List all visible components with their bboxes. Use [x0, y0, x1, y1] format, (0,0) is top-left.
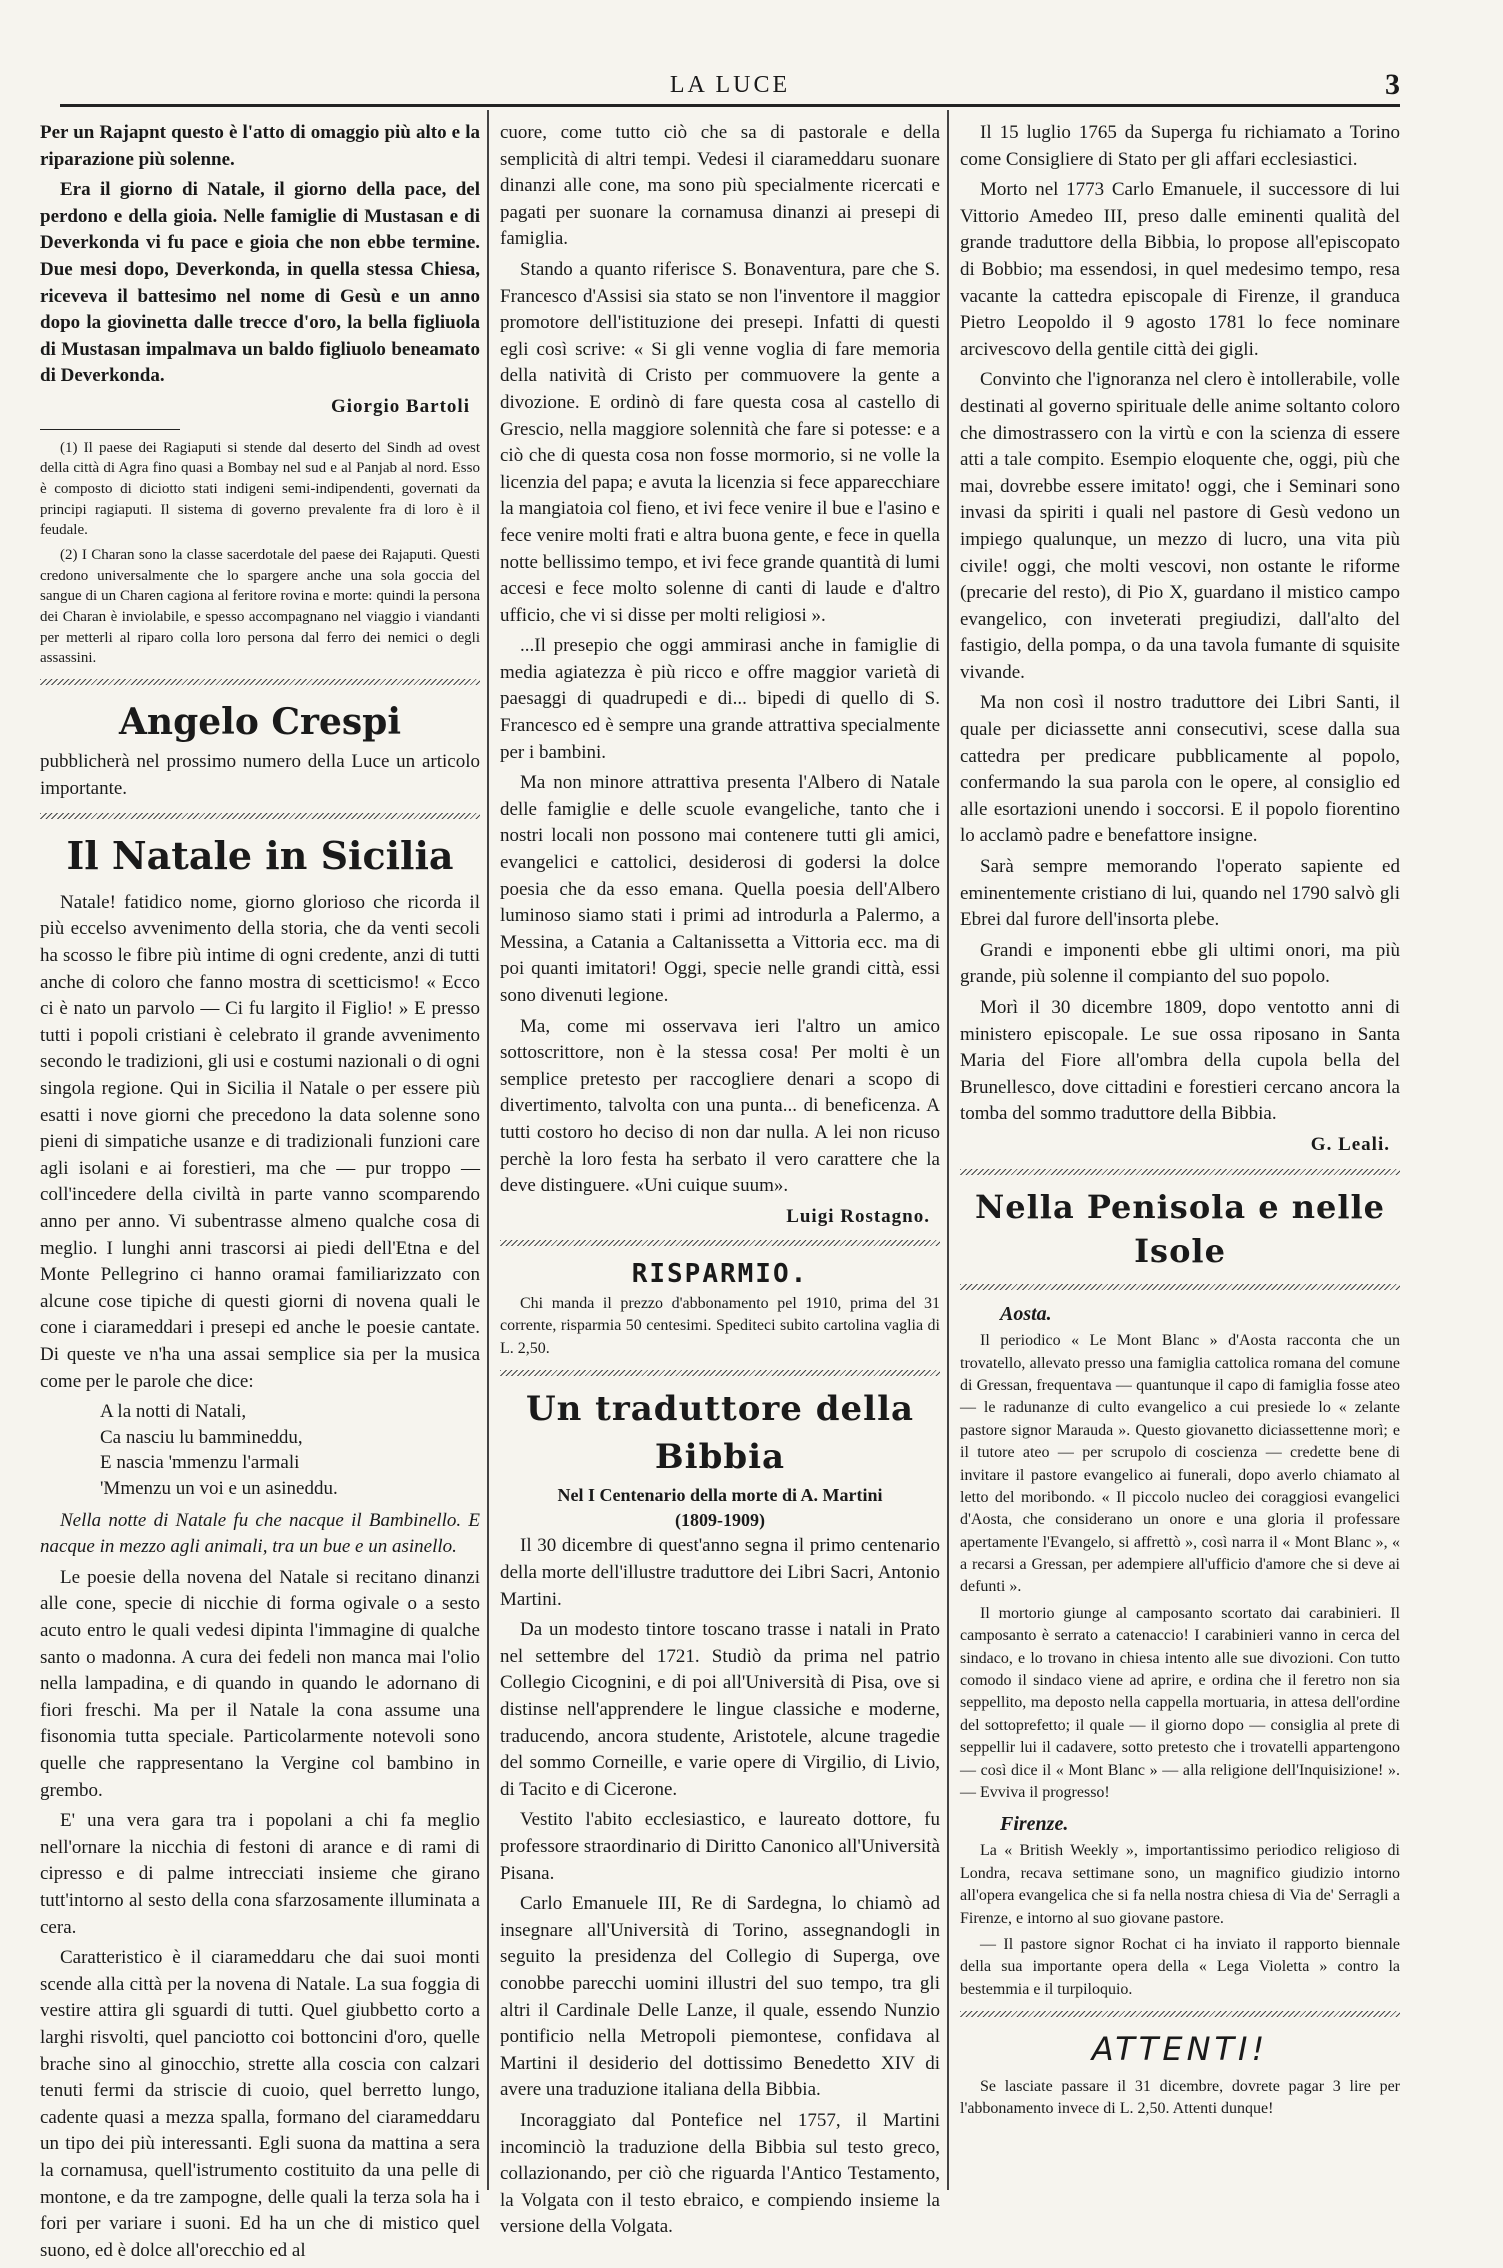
- section-title-penisola: Nella Penisola e nelle Isole: [975, 1187, 1385, 1271]
- author-signature: Giorgio Bartoli: [330, 395, 470, 417]
- poem-line: E nascia 'mmenzu l'armali: [100, 1452, 300, 1474]
- news-paragraph: La « British Weekly », importantissimo periodico religioso di Londra, recava settimane sono, un magnifico giudizio intorno all'opera evangelica che si fa nella nostra chiesa di Via de' Serragli a Firenze, e intorno al suo giovane pastore.: [960, 1842, 1400, 1927]
- author-signature: G. Leali.: [1310, 1133, 1390, 1155]
- article-paragraph: Il 15 luglio 1765 da Superga fu richiamato a Torino come Consigliere di Stato per gli affari ecclesiastici.: [960, 122, 1400, 170]
- news-paragraph: Il mortorio giunge al camposanto scortato dai carabinieri. Il camposanto è serrato a catenaccio! I carabinieri vanno in cerca del sindaco, e lo trovano in chiesa intento alle sue divozioni. Con tutto comodo il sindaco viene ad aprire, e ordina che il feretro non sia seppellito, ma deposto nella cappella mortuaria, in attesa dell'ordine del sottoprefetto; il quale — il giorno dopo — consiglia al prete di seppellir lui il cadavere, sotto pretesto che i trovatelli appartengono — così dice il « Mont Blanc » — alla religione dell'Inquisizione! ». — Evviva il progresso!: [960, 1604, 1400, 1801]
- header-rule: [60, 104, 1400, 107]
- poem-line: 'Mmenzu un voi e un asineddu.: [100, 1478, 338, 1500]
- article-dates: (1809-1909): [675, 1510, 765, 1531]
- footnote-rule: [40, 429, 180, 430]
- article-paragraph: Morì il 30 dicembre 1809, dopo ventotto anni di ministero episcopale. Le sue ossa riposano in Santa Maria del Fiore all'ombra della cupola bella del Brunellesco, dove cittadini e forestieri cercano ancora la tomba del sommo traduttore della Bibbia.: [960, 997, 1400, 1125]
- article-paragraph: Ma, come mi osservava ieri l'altro un amico sottoscrittore, non è la stessa cosa! Per molti è un semplice pretesto per raccogliere denari a scopo di divertimento, talvolta con una punta... di beneficenza. A tutti costoro ho deciso di non dar nulla. A lei non ricuso perchè la loro festa ha serbato il vero carattere che la deve distinguere. «Uni cuique suum».: [500, 1015, 940, 1197]
- article-paragraph: Le poesie della novena del Natale si recitano dinanzi alle cone, specie di nicchie di forma ogivale o a sesto acuto entro le quali vedesi dipinta l'immagine di qualche santo o madonna. A cura dei fedeli non manca mai l'olio nella lampadina, e di quando in quando le adornano di fiori freschi. Ma per il Natale la cona assume una fisonomia tutta speciale. Particolarmente notevoli sono quelle che rappresentano la Vergine col bambino in grembo.: [40, 1566, 480, 1801]
- crespi-heading: Angelo Crespi: [118, 701, 402, 744]
- article-subtitle: Nel I Centenario della morte di A. Martini: [557, 1485, 883, 1506]
- article-title-natale: Il Natale in Sicilia: [66, 832, 454, 878]
- article-paragraph: cuore, come tutto ciò che sa di pastorale e della semplicità di altri tempi. Vedesi il ciarameddaru suonare dinanzi alle cone, ma sono più specialmente ricercati e pagati per suonare la cornamusa dinanzi ai presepi di famiglia.: [500, 122, 940, 250]
- dialect-poem: [100, 1399, 480, 1502]
- column-2: [500, 120, 940, 2245]
- footnote: (1) Il paese dei Ragiaputi si stende dal deserto del Sindh ad ovest della città di Agra fino quasi a Bombay nel sud e al Panjab al nord. Esso è composto di diciotto stati indigeni semi-indipendenti, governati da principi ragiaputi. Il sistema di governo prevalente fra di loro è il feudale.: [40, 439, 480, 539]
- column-divider-1: [487, 110, 489, 2190]
- news-paragraph: — Il pastore signor Rochat ci ha inviato il rapporto biennale della sua importante opera della « Lega Violetta » contro la bestemmia e il turpiloquio.: [960, 1935, 1400, 1998]
- attenti-notice: Se lasciate passare il 31 dicembre, dovrete pagar 3 lire per l'abbonamento invece di L. 2,50. Attenti dunque!: [960, 2077, 1400, 2118]
- article-title-traduttore: Un traduttore della Bibbia: [525, 1388, 915, 1477]
- newspaper-title: LA LUCE: [669, 72, 791, 98]
- article-paragraph: Era il giorno di Natale, il giorno della pace, del perdono e della gioia. Nelle famiglie di Mustasan e di Deverkonda vi fu pace e gioia che non ebbe termine. Due mesi dopo, Deverkonda, in quella stessa Chiesa, riceveva il battesimo nel nome di Gesù e un anno dopo la giovinetta dalle trecce d'oro, la bella figliuola di Mustasan impalmava un baldo figliuolo beneamato di Deverkonda.: [40, 179, 480, 387]
- article-paragraph: Il 30 dicembre di quest'anno segna il primo centenario della morte dell'illustre traduttore dei Libri Sacri, Antonio Martini.: [500, 1535, 940, 1610]
- article-paragraph: Incoraggiato dal Pontefice nel 1757, il Martini incominciò la traduzione della Bibbia sul testo greco, collazionando, per ciò che riguarda l'Antico Testamento, la Volgata con il testo ebraico, e compiendo insieme la versione della Volgata.: [500, 2109, 940, 2238]
- article-paragraph: Vestito l'abito ecclesiastico, e laureato dottore, fu professore straordinario di Diritto Canonico all'Università Pisana.: [500, 1809, 940, 1884]
- poem-translation: Nella notte di Natale fu che nacque il Bambinello. E nacque in mezzo agli animali, tra un bue e un asinello.: [40, 1509, 480, 1558]
- article-paragraph: Natale! fatidico nome, giorno glorioso che ricorda il più eccelso avvenimento della storia, che da venti secoli ha scosso le fibre più intime di ogni credente, anzi di tutti anche di coloro che fanno mostra di scetticismo! « Ecco ci è nato un parvolo — Ci fu largito il Figlio! » E presso tutti i popoli cristiani è celebrato il grande avvenimento secondo le tradizioni, gli usi e costumi nazionali o di ogni singola regione. Qui in Sicilia il Natale o per essere più esatti i nove giorni che precedono la data solenne sono pieni di simpatiche usanze e di tradizionali funzioni care agli isolani e ai forestieri, ma che — pur troppo — coll'incedere della civiltà in parte vanno scomparendo anno per anno. Vi subentrasse almeno qualche cosa di meglio. I lunghi anni trascorsi ai piedi dell'Etna e del Monte Pellegrino ci hanno oramai familiarizzato con alcune cose tipiche di questi giorni di novena quali le cone i ciarameddari i presepi ed anche le poesie cantate. Di queste ve n'ha una assai semplice sia per la musica come per le parole che dice:: [40, 891, 480, 1392]
- article-paragraph: Ma non minore attrattiva presenta l'Albero di Natale delle famiglie e delle scuole evangeliche, tanto che i nostri locali non possono mai contenere tutti gli amici, evangelici e cattolici, desiderosi di godersi la dolce poesia che da esso emana. Quella poesia dell'Albero luminoso siamo stati i primi ad introdurla a Palermo, a Messina, a Catania a Caltanissetta a Vittoria ecc. ma di poi quanti imitatori! Oggi, specie nelle grandi città, essi sono divenuti legione.: [500, 772, 940, 1006]
- article-paragraph: Stando a quanto riferisce S. Bonaventura, pare che S. Francesco d'Assisi sia stato se non l'inventore il maggior promotore dell'istituzione dei presepi. Infatti di questi egli così scrive: « Si gli venne voglia di fare memoria della natività di Cristo per commuovere la gente a divozione. E ordinò di fare questa cosa al castello di Grescio, nella maggiore solennità che fare si potesse: e a ciò che di questa cosa non fosse mormorio, si ne volle la licenzia del papa; e avuta la licenzia si fece apparecchiare la mangiatoia col fieno, et ivi fece venire il bue e l'asino e fece venire molti frati e altra buona gente, e fece in quella notte bellissimo tempo, et ivi fece grande quantità di lumi accesi e fece molto solenne di canti di laude e d'altro ufficio, che vi si disse per molti religiosi ».: [500, 258, 940, 626]
- article-paragraph: Grandi e imponenti ebbe gli ultimi onori, ma più grande, più solenne il compianto del suo popolo.: [960, 939, 1400, 988]
- article-paragraph: Caratteristico è il ciarameddaru che dai suoi monti scende alla città per la novena di Natale. La sua foggia di vestire attira gli sguardi di tutti. Quel giubbetto corto a larghi risvolti, quel panciotto coi bottoncini d'oro, quelle brache sino al ginocchio, strette alla coscia con calzari tenuti fermi da striscie di cuoio, quel berretto lungo, cadente quasi a mezza spalla, formano del ciarameddaru un tipo dei più interessanti. Egli suona da mattina a sera la cornamusa, quell'istrumento costituito da una pelle di montone, e da tre zampogne, delle quali la terza sola ha i fori per variare i suoni. Ed ha un che di mistico quel suono, ed è dolce all'orecchio ed al: [40, 1947, 480, 2261]
- section-divider: [40, 679, 480, 685]
- article-paragraph: E' una vera gara tra i popolani a chi fa meglio nell'ornare la nicchia di festoni di arance e di rami di cipresso e di palme intrecciati insieme che girano tutt'intorno al sesto della cona sfarzosamente illuminata a cera.: [40, 1810, 480, 1938]
- article-paragraph: ...Il presepio che oggi ammirasi anche in famiglie di media agiatezza è più ricco e offre maggior varietà di paesaggi di quadrupedi e di... bipedi di quello di S. Francesco ed è sempre una grande attrattiva specialmente per i bambini.: [500, 635, 940, 763]
- article-paragraph: Ma non così il nostro traduttore dei Libri Santi, il quale per diciassette anni consecutivi, scese dalla sua cattedra per predicare pubblicamente al popolo, confermando la sua parola con le opere, al consiglio ed alle esortazioni unendo i soccorsi. E il popolo fiorentino lo acclamò padre e benefattore insigne.: [960, 692, 1400, 847]
- poem-line: A la notti di Natali,: [100, 1401, 247, 1423]
- section-divider: [40, 813, 480, 819]
- column-1: [40, 120, 480, 2268]
- article-paragraph: Carlo Emanuele III, Re di Sardegna, lo chiamò ad insegnare all'Università di Torino, assegnandogli in seguito la presidenza del Collegio di Superga, ove conobbe parecchi uomini illustri del suo tempo, tra gli altri il Cardinale Delle Lanze, il quale, essendo Nunzio pontificio nella Metropoli piemontese, confidava al Martini il desiderio del dottissimo Benedetto XIV di avere una traduzione italiana della Bibbia.: [500, 1893, 940, 2101]
- city-heading-aosta: Aosta.: [1000, 1303, 1052, 1326]
- author-signature: Luigi Rostagno.: [786, 1205, 930, 1227]
- poem-line: Ca nasciu lu bammineddu,: [100, 1426, 303, 1448]
- crespi-notice: pubblicherà nel prossimo numero della Luce un articolo importante.: [40, 751, 480, 800]
- section-divider: [960, 1284, 1400, 1290]
- article-paragraph: Sarà sempre memorando l'operato sapiente ed eminentemente cristiano di lui, quando nel 1790 salvò gli Ebrei dal furore dell'insorta plebe.: [960, 856, 1400, 931]
- article-paragraph: Da un modesto tintore toscano trasse i natali in Prato nel settembre del 1721. Studiò da prima nel patrio Collegio Cicognini, e di poi all'Università di Pisa, ove si distinse nell'apprendere le lingue classiche e moderne, traducendo, ancora studente, Aristotele, alcune tragedie del sommo Corneille, e varie opere di Virgilio, di Livio, di Tacito e di Cicerone.: [500, 1619, 940, 1800]
- risparmio-heading: RISPARMIO.: [631, 1259, 809, 1290]
- article-paragraph: Per un Rajapnt questo è l'atto di omaggio più alto e la riparazione più solenne.: [40, 122, 480, 170]
- column-divider-2: [947, 110, 949, 2190]
- risparmio-notice: Chi manda il prezzo d'abbonamento pel 1910, prima del 31 corrente, risparmia 50 centesimi. Spediteci subito cartolina vaglia di L. 2,50.: [500, 1294, 940, 1357]
- article-paragraph: Convinto che l'ignoranza nel clero è intollerabile, volle destinati al governo spirituale delle anime soltanto coloro che dimostrassero con la virtù e con la scienza di essere atti a tale compito. Esempio eloquente che, oggi, più che mai, dovrebbe essere imitato! oggi, che i Seminari sono invasi da spiriti i quali nel pastore di Gesù vedono un impiego qualunque, un mezzo di lucro, una vita più civile! oggi, che molti vescovi, non ostante le riforme (precarie del resto), di Pio X, guardano il mistico campo evangelico, con inveterati pregiudizi, dall'alto del fastigio, della pompa, o da una tavola fumante di squisite vivande.: [960, 369, 1400, 683]
- footnote: (2) I Charan sono la classe sacerdotale del paese dei Rajaputi. Questi credono universalmente che lo spargere anche una sola goccia del sangue di un Charen cagiona al feritore rovina e morte: quindi la persona dei Charan è inviolabile, e spesso accompagnano nel viaggio i viandanti per metterli al riparo colla loro persona dal ferro dei nemici o degli assassini.: [40, 546, 480, 667]
- section-divider: [960, 2011, 1400, 2017]
- page-number: 3: [1385, 68, 1400, 101]
- section-divider: [500, 1240, 940, 1246]
- section-divider: [960, 1169, 1400, 1175]
- column-3: [960, 120, 1400, 2125]
- page-header: [60, 68, 1400, 108]
- attenti-heading: ATTENTI!: [1091, 2030, 1269, 2069]
- section-divider: [500, 1370, 940, 1376]
- article-paragraph: Morto nel 1773 Carlo Emanuele, il successore di lui Vittorio Amedeo III, preso dalle eminenti qualità del grande traduttore della Bibbia, lo propose all'episcopato di Bobbio; ma essendosi, in quel medesimo tempo, resa vacante la cattedra episcopale di Firenze, il granduca Pietro Leopoldo il 9 agosto 1781 lo fece nominare arcivescovo della gentile città dei gigli.: [960, 179, 1400, 360]
- city-heading-firenze: Firenze.: [1000, 1813, 1069, 1836]
- news-paragraph: Il periodico « Le Mont Blanc » d'Aosta racconta che un trovatello, allevato presso una famiglia cattolica romana del comune di Gressan, frequentava — quantunque il capo di famiglia fosse ateo — le radunanze di culto evangelico a cui presiede lo « zelante pastore signor Marauda ». Questo giovanetto diciassettenne morì; e il tutore ateo — per scrupolo di coscienza — credette bene di invitare il pastore evangelico ai funerali, dopo averlo chiamato al letto del moribondo. « Il piccolo nucleo dei coraggiosi evangelici d'Aosta, che considerano un onore e una gloria il professare apertamente l'Evangelo, si affrettò », così narra il « Mont Blanc », « a recarsi a Gressan, per adempiere all'ufficio d'amore che si deve ai defunti ».: [960, 1332, 1400, 1596]
